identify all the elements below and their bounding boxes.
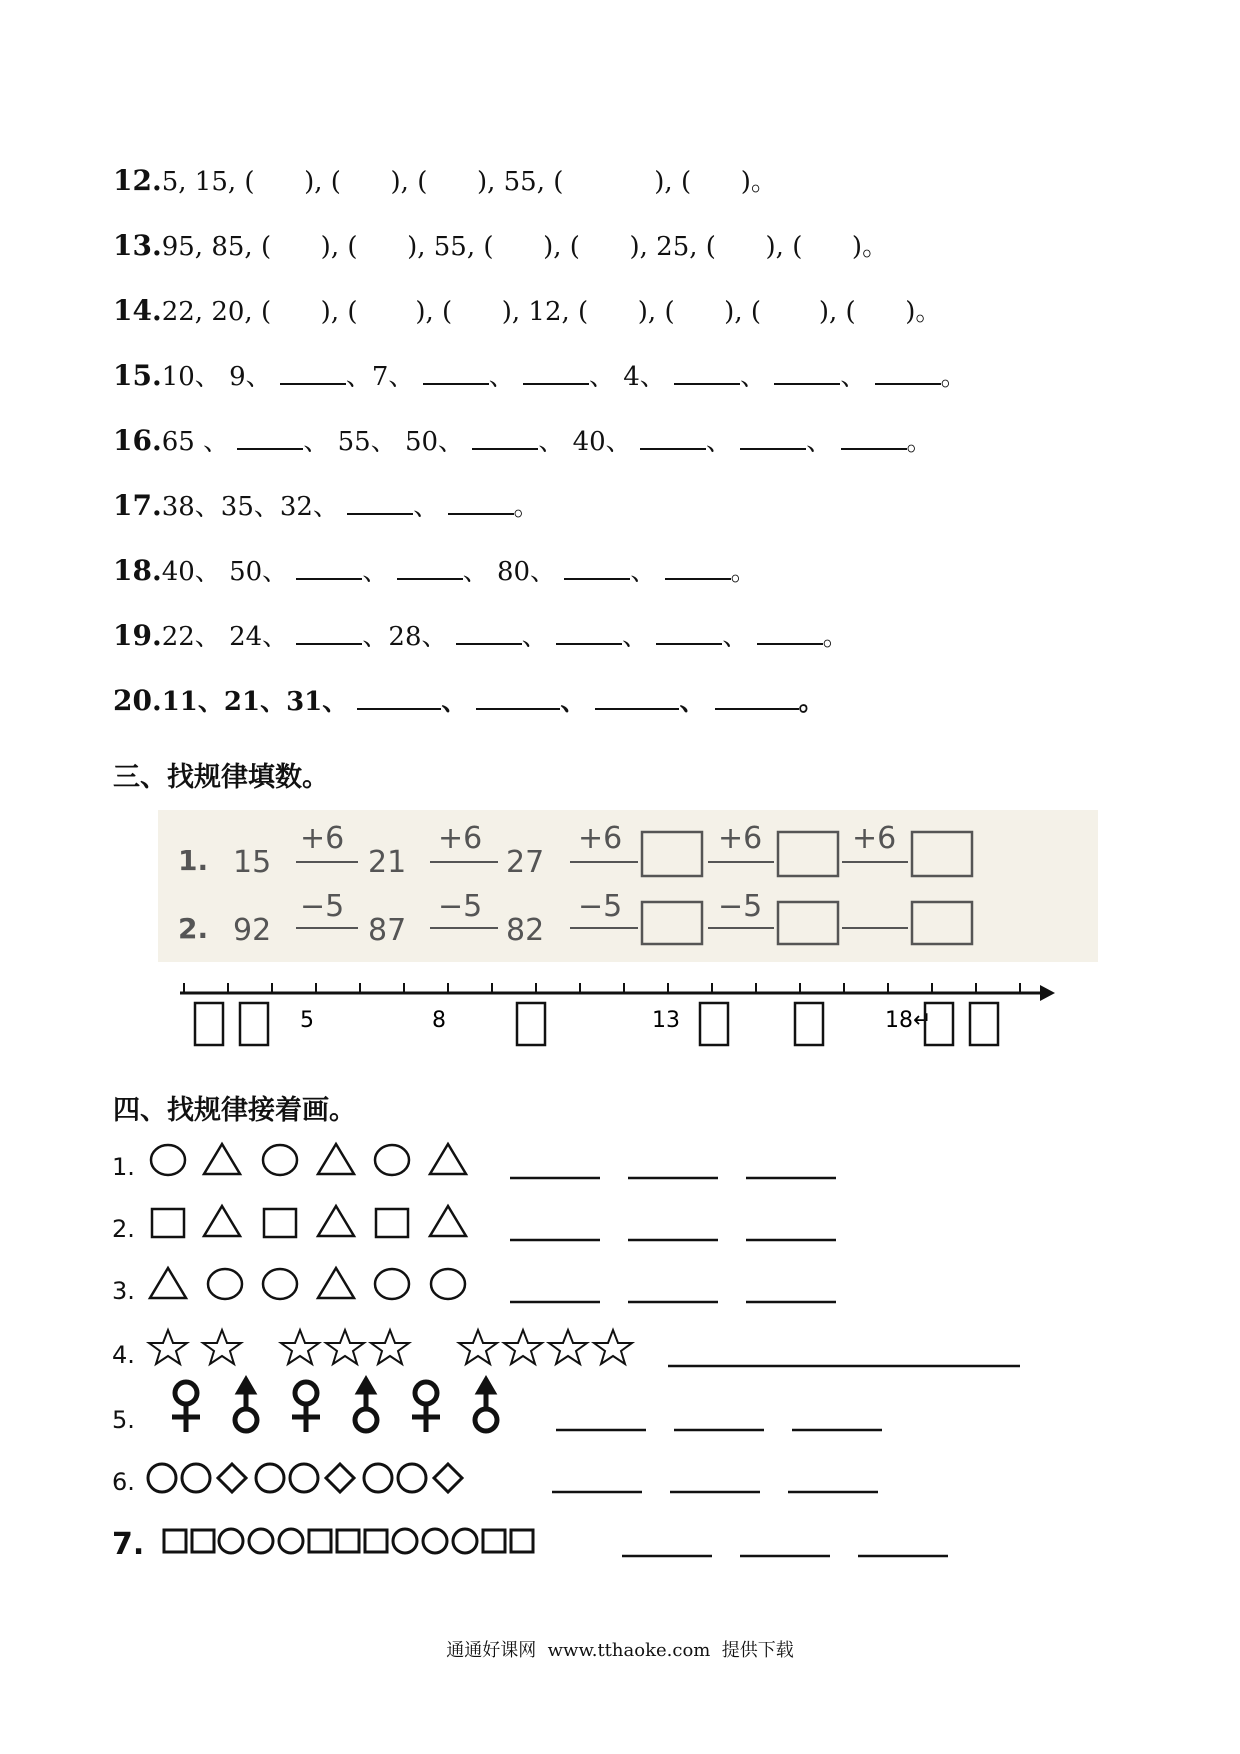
- answer-blank[interactable]: [472, 424, 538, 450]
- star-shape: [549, 1330, 587, 1364]
- question-text: 、: [413, 492, 440, 522]
- section-3-heading: 三、找规律填数。: [113, 762, 329, 793]
- section-4-heading: 四、找规律接着画。: [113, 1095, 356, 1126]
- item-label: 1.: [112, 1153, 135, 1181]
- question-text: 65 、: [161, 427, 230, 457]
- chain-value: 21: [368, 845, 407, 880]
- answer-blank[interactable]: [715, 684, 799, 710]
- item-label: 5.: [112, 1406, 135, 1434]
- square-shape: [264, 1209, 296, 1237]
- row-number: 1.: [178, 844, 209, 877]
- question-text: 。: [906, 427, 933, 457]
- square-shape: [365, 1530, 387, 1552]
- answer-box: [700, 1003, 728, 1045]
- circle-shape: [423, 1529, 447, 1553]
- item-label: 4.: [112, 1341, 135, 1369]
- question-text: 22、 24、: [161, 622, 289, 652]
- circle-shape: [375, 1269, 409, 1299]
- question-text: 95, 85, ( ), ( ), 55, ( ), ( ), 25, ( ), ( )。: [161, 232, 889, 262]
- answer-box: [795, 1003, 823, 1045]
- star-shape: [459, 1330, 497, 1364]
- square-shape: [376, 1209, 408, 1237]
- answer-blank[interactable]: [357, 684, 441, 710]
- item-label: 7.: [112, 1527, 145, 1562]
- pattern-drawings: [100, 1130, 1100, 1570]
- question-text: 。: [513, 492, 540, 522]
- step-label: −5: [718, 889, 763, 924]
- star-shape: [203, 1330, 241, 1364]
- answer-blank[interactable]: [280, 359, 346, 385]
- circle-shape: [148, 1464, 176, 1492]
- answer-blank[interactable]: [841, 424, 907, 450]
- question-text: 10、 9、: [161, 362, 272, 392]
- question-text: 、: [679, 687, 706, 717]
- question-number: 18.: [113, 554, 162, 587]
- answer-blank[interactable]: [674, 359, 740, 385]
- female-symbol-shape: [412, 1382, 440, 1432]
- question-text: 。: [798, 687, 825, 717]
- chain-value: 92: [233, 913, 272, 948]
- answer-blank[interactable]: [640, 424, 706, 450]
- star-shape: [371, 1330, 409, 1364]
- circle-shape: [263, 1269, 297, 1299]
- answer-blank[interactable]: [423, 359, 489, 385]
- answer-blank[interactable]: [296, 554, 362, 580]
- question-20: [113, 683, 825, 720]
- step-label: +6: [300, 821, 345, 856]
- question-text: 、: [705, 427, 732, 457]
- triangle-shape: [150, 1268, 186, 1298]
- circle-shape: [364, 1464, 392, 1492]
- question-number: 20.: [113, 684, 162, 717]
- answer-blank[interactable]: [237, 424, 303, 450]
- triangle-shape: [204, 1144, 240, 1174]
- female-symbol-shape: [172, 1382, 200, 1432]
- male-symbol-shape: [235, 1380, 257, 1431]
- question-number: 15.: [113, 359, 162, 392]
- question-17: [113, 488, 540, 525]
- question-text: 、28、: [362, 622, 448, 652]
- question-number: 17.: [113, 489, 162, 522]
- question-text: 、: [441, 687, 468, 717]
- triangle-shape: [430, 1144, 466, 1174]
- step-label: +6: [852, 821, 897, 856]
- answer-blank[interactable]: [448, 489, 514, 515]
- question-text: 。: [822, 622, 849, 652]
- triangle-shape: [318, 1206, 354, 1236]
- square-shape: [192, 1530, 214, 1552]
- step-label: −5: [578, 889, 623, 924]
- circle-shape: [208, 1269, 242, 1299]
- question-16: [113, 423, 933, 460]
- step-label: +6: [718, 821, 763, 856]
- male-symbol-shape: [355, 1380, 377, 1431]
- step-label: −5: [300, 889, 345, 924]
- star-shape: [504, 1330, 542, 1364]
- question-text: 、: [630, 557, 657, 587]
- answer-blank[interactable]: [476, 684, 560, 710]
- number-line: [170, 975, 1060, 1055]
- square-shape: [152, 1209, 184, 1237]
- answer-blank[interactable]: [665, 554, 731, 580]
- question-text: 5, 15, ( ), ( ), ( ), 55, ( ), ( )。: [161, 167, 777, 197]
- diamond-shape: [218, 1464, 246, 1492]
- square-shape: [511, 1530, 533, 1552]
- step-label: +6: [438, 821, 483, 856]
- question-text: 、: [362, 557, 389, 587]
- question-number: 19.: [113, 619, 162, 652]
- chain-value: 87: [368, 913, 407, 948]
- answer-blank[interactable]: [656, 619, 722, 645]
- question-text: 38、35、32、: [161, 492, 339, 522]
- diamond-shape: [434, 1464, 462, 1492]
- square-shape: [337, 1530, 359, 1552]
- circle-shape: [279, 1529, 303, 1553]
- footer-credit: 通通好课网 www.tthaoke.com 提供下载: [446, 1640, 794, 1661]
- item-label: 3.: [112, 1277, 135, 1305]
- circle-shape: [290, 1464, 318, 1492]
- question-text: 、: [740, 362, 767, 392]
- answer-blank[interactable]: [397, 554, 463, 580]
- square-shape: [309, 1530, 331, 1552]
- scanned-number-chain: [158, 810, 1098, 970]
- question-text: 、 55、 50、: [303, 427, 465, 457]
- circle-shape: [263, 1145, 297, 1175]
- tick-label: 13: [652, 1008, 680, 1033]
- question-text: 、: [622, 622, 649, 652]
- answer-blank[interactable]: [523, 359, 589, 385]
- question-number: 12.: [113, 164, 162, 197]
- question-15: [113, 358, 967, 395]
- step-label: −5: [438, 889, 483, 924]
- star-shape: [326, 1330, 364, 1364]
- star-shape: [281, 1330, 319, 1364]
- question-number: 13.: [113, 229, 162, 262]
- circle-shape: [398, 1464, 426, 1492]
- circle-shape: [249, 1529, 273, 1553]
- star-shape: [594, 1330, 632, 1364]
- step-label: +6: [578, 821, 623, 856]
- circle-shape: [375, 1145, 409, 1175]
- circle-shape: [431, 1269, 465, 1299]
- question-text: 22, 20, ( ), ( ), ( ), 12, ( ), ( ), ( ), ( )。: [161, 297, 942, 327]
- female-symbol-shape: [292, 1382, 320, 1432]
- square-shape: [483, 1530, 505, 1552]
- tick-label: 18↵: [885, 1008, 932, 1033]
- star-shape: [149, 1330, 187, 1364]
- question-text: 、: [560, 687, 587, 717]
- question-number: 14.: [113, 294, 162, 327]
- male-symbol-shape: [475, 1380, 497, 1431]
- answer-blank[interactable]: [296, 619, 362, 645]
- tick-label: 5: [300, 1008, 314, 1033]
- question-text: 40、 50、: [161, 557, 289, 587]
- triangle-shape: [430, 1206, 466, 1236]
- circle-shape: [453, 1529, 477, 1553]
- question-text: 、: [806, 427, 833, 457]
- answer-blank[interactable]: [456, 619, 522, 645]
- square-shape: [164, 1530, 186, 1552]
- question-14: [113, 293, 941, 330]
- answer-box: [240, 1003, 268, 1045]
- row-number: 2.: [178, 912, 209, 945]
- diamond-shape: [326, 1464, 354, 1492]
- answer-box: [195, 1003, 223, 1045]
- question-text: 。: [940, 362, 967, 392]
- question-text: 。: [730, 557, 757, 587]
- triangle-shape: [204, 1206, 240, 1236]
- question-text: 11、21、31、: [161, 687, 349, 717]
- question-text: 、: [521, 622, 548, 652]
- chain-value: 27: [506, 845, 545, 880]
- answer-box: [970, 1003, 998, 1045]
- question-19: [113, 618, 849, 655]
- question-text: 、 80、: [462, 557, 557, 587]
- item-label: 6.: [112, 1468, 135, 1496]
- question-text: 、: [722, 622, 749, 652]
- answer-blank[interactable]: [774, 359, 840, 385]
- question-text: 、: [488, 362, 515, 392]
- triangle-shape: [318, 1144, 354, 1174]
- circle-shape: [182, 1464, 210, 1492]
- circle-shape: [256, 1464, 284, 1492]
- question-text: 、 40、: [538, 427, 632, 457]
- question-13: [113, 228, 888, 265]
- circle-shape: [393, 1529, 417, 1553]
- chain-value: 15: [233, 845, 272, 880]
- answer-box: [517, 1003, 545, 1045]
- answer-blank[interactable]: [757, 619, 823, 645]
- question-12: [113, 163, 777, 200]
- question-text: 、: [840, 362, 867, 392]
- circle-shape: [219, 1529, 243, 1553]
- question-text: 、 4、: [588, 362, 666, 392]
- question-text: 、7、: [345, 362, 415, 392]
- answer-blank[interactable]: [875, 359, 941, 385]
- tick-label: 8: [432, 1008, 446, 1033]
- question-number: 16.: [113, 424, 162, 457]
- answer-blank[interactable]: [740, 424, 806, 450]
- triangle-shape: [318, 1268, 354, 1298]
- question-18: [113, 553, 757, 590]
- answer-blank[interactable]: [347, 489, 413, 515]
- answer-blank[interactable]: [595, 684, 679, 710]
- answer-blank[interactable]: [564, 554, 630, 580]
- item-label: 2.: [112, 1215, 135, 1243]
- chain-value: 82: [506, 913, 545, 948]
- answer-blank[interactable]: [556, 619, 622, 645]
- circle-shape: [151, 1145, 185, 1175]
